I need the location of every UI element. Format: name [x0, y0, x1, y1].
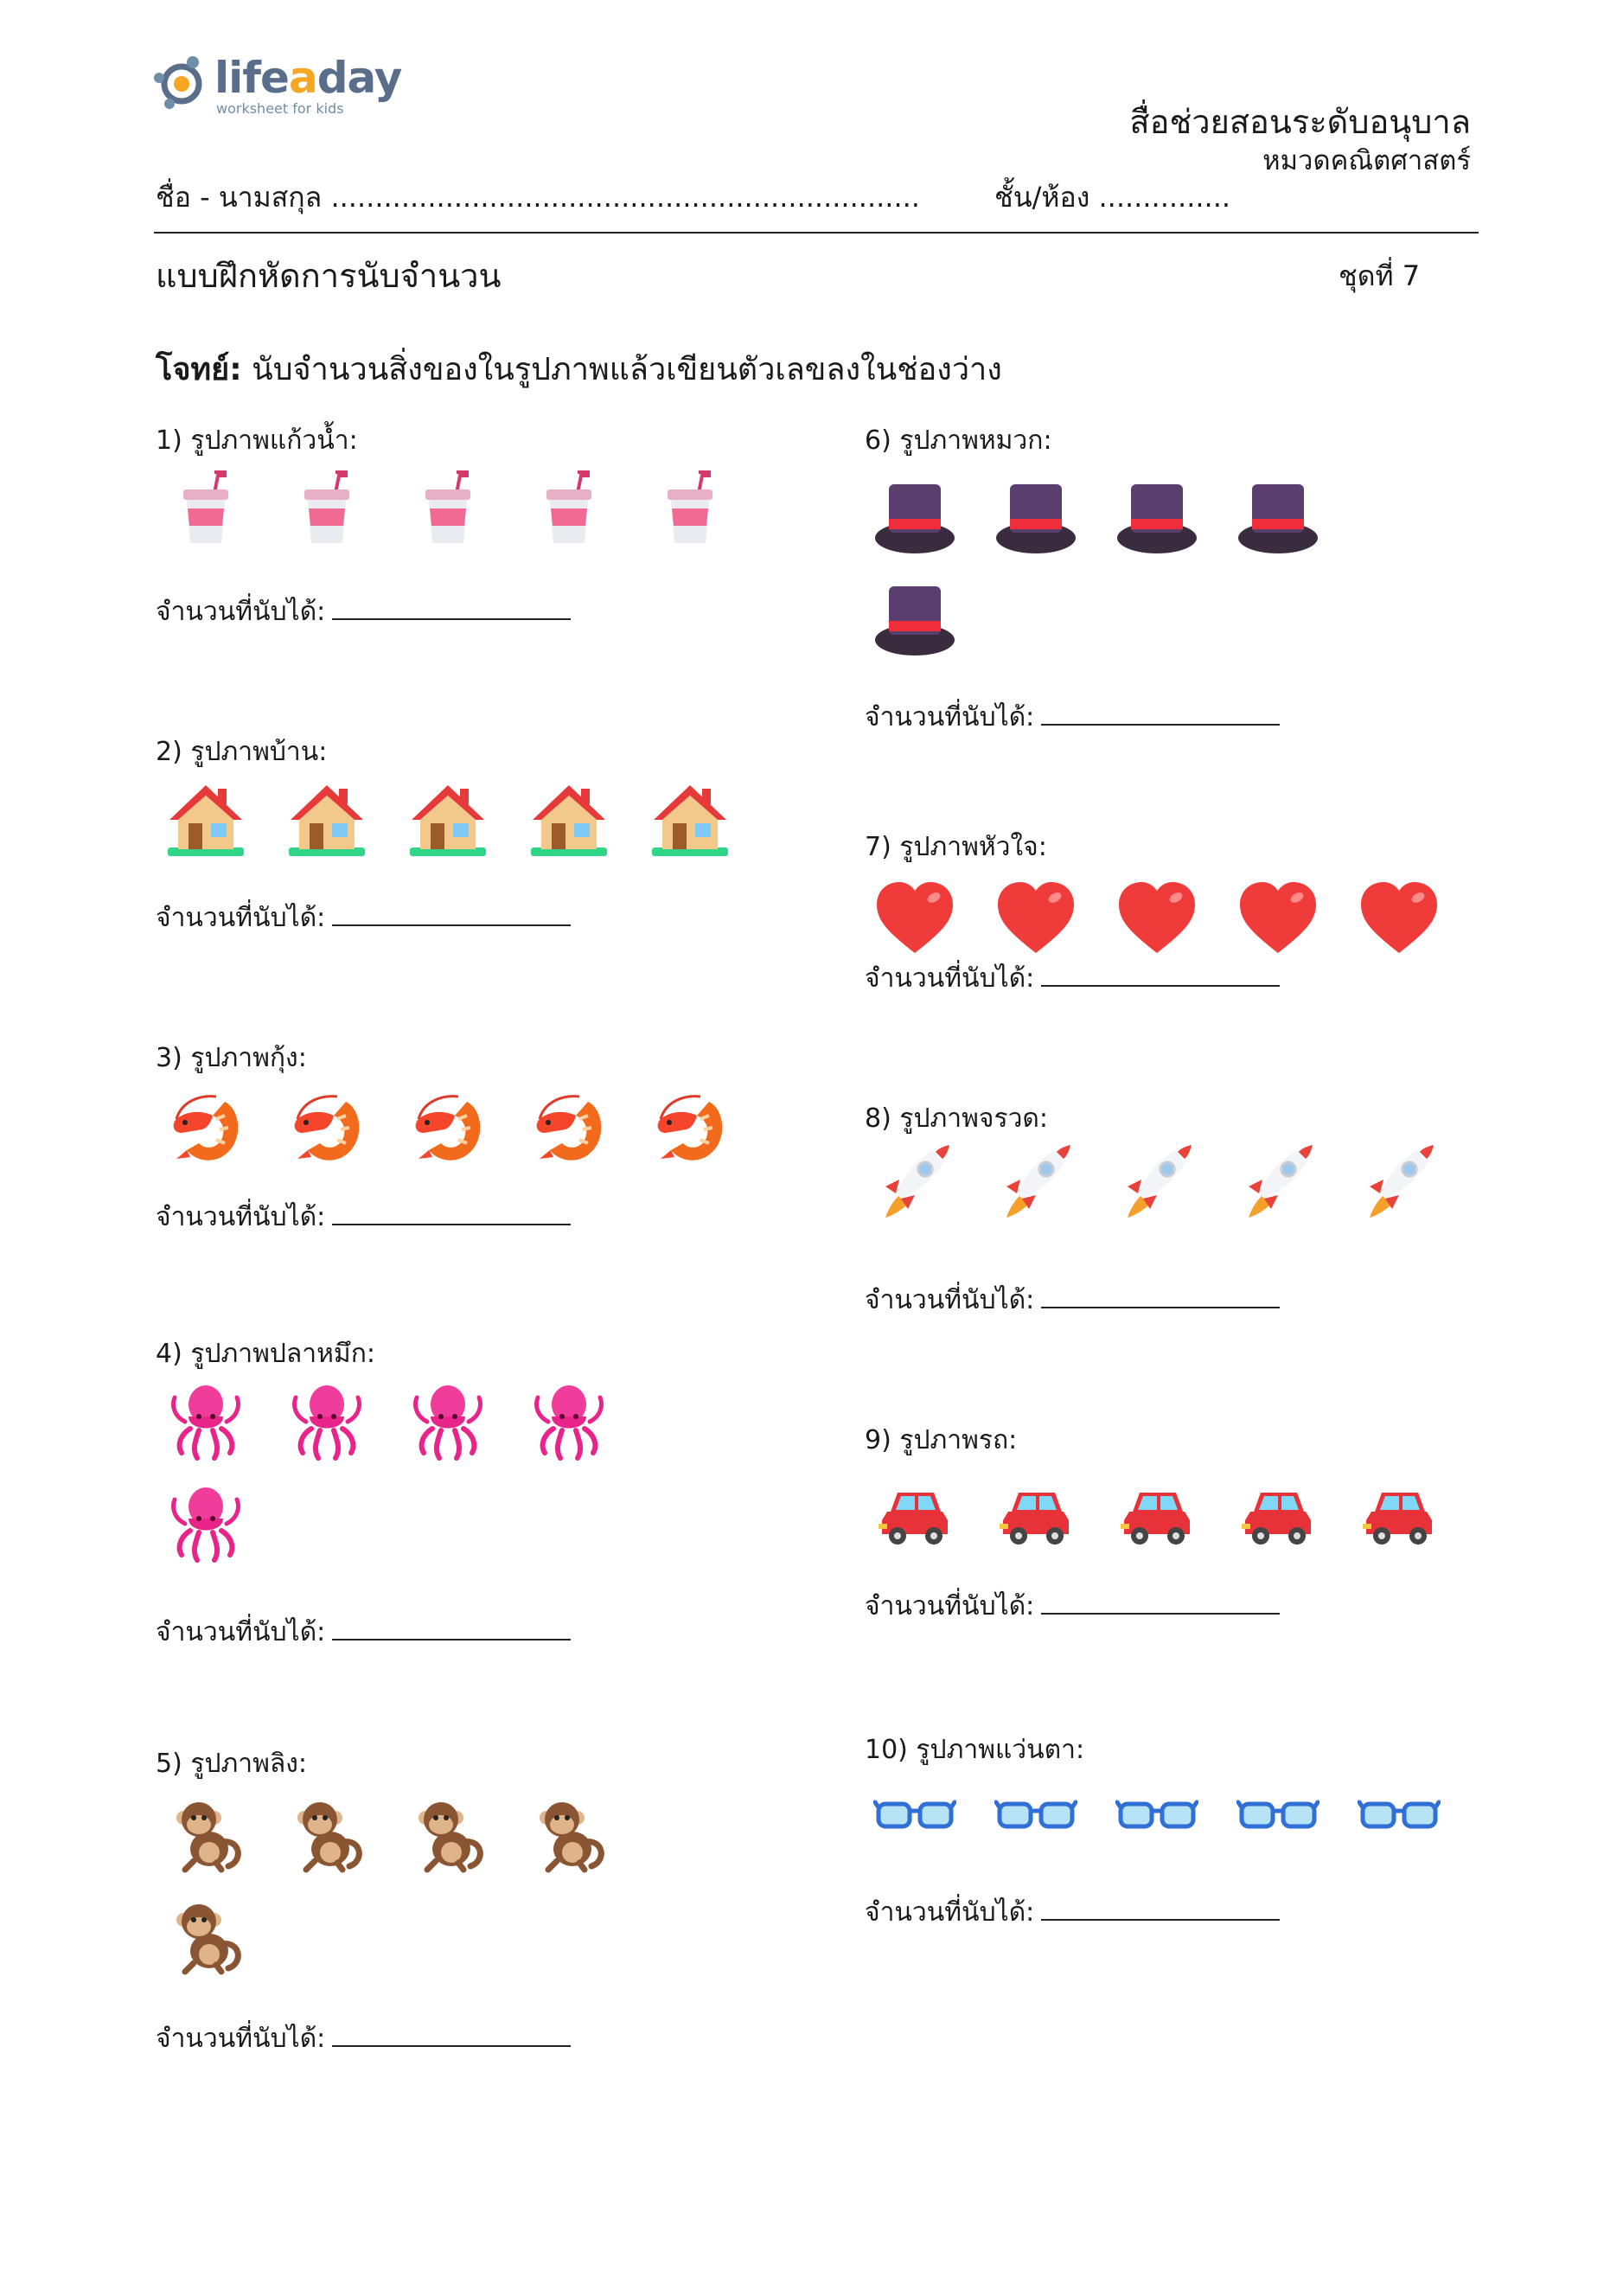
answer-label: จำนวนที่นับได้: — [865, 702, 1035, 732]
question-8-label: 8) รูปภาพจรวด: — [865, 1103, 1049, 1134]
header-subject-level: สื่อช่วยสอนระดับอนุบาล — [1129, 103, 1471, 141]
answer-blank[interactable] — [1041, 705, 1280, 726]
worksheet-title: แบบฝึกหัดการนับจำนวน — [156, 257, 502, 295]
answer-label: จำนวนที่นับได้: — [156, 2024, 326, 2054]
instruction-text: นับจำนวนสิ่งของในรูปภาพแล้วเขียนตัวเลขลงในช่องว่าง — [241, 352, 1002, 387]
question-9-answer — [865, 1586, 1280, 1627]
shrimp-icon — [285, 1084, 368, 1167]
question-6-label: 6) รูปภาพหมวก: — [865, 425, 1052, 456]
answer-blank[interactable] — [1041, 1594, 1280, 1615]
question-2-label: 2) รูปภาพบ้าน: — [156, 737, 328, 767]
logo-wordmark: lifeaday — [214, 53, 402, 103]
monkey-icon — [164, 1792, 247, 1875]
glasses-icon — [1358, 1775, 1441, 1858]
logo-mark-icon — [150, 52, 211, 112]
answer-blank[interactable] — [1041, 1288, 1280, 1308]
heart-icon — [1236, 877, 1319, 960]
shrimp-icon — [406, 1084, 489, 1167]
instruction-lead: โจทย์: — [156, 352, 242, 387]
heart-icon — [1358, 877, 1441, 960]
answer-label: จำนวนที่นับได้: — [156, 597, 326, 627]
rocket-icon — [1358, 1138, 1441, 1221]
squid-icon — [285, 1380, 368, 1463]
answer-blank[interactable] — [332, 905, 571, 926]
cup-icon — [649, 467, 732, 550]
rocket-icon — [994, 1138, 1077, 1221]
heart-icon — [994, 877, 1077, 960]
class-field: ชั้น/ห้อง ............... — [994, 181, 1231, 214]
question-10-answer — [865, 1892, 1280, 1933]
house-icon — [285, 778, 368, 861]
logo-tagline: worksheet for kids — [216, 100, 344, 117]
logo — [150, 50, 410, 128]
glasses-icon — [873, 1775, 956, 1858]
question-6-answer — [865, 697, 1280, 738]
question-3-label: 3) รูปภาพกุ้ง: — [156, 1043, 307, 1073]
answer-blank[interactable] — [332, 599, 571, 620]
answer-blank[interactable] — [332, 1205, 571, 1225]
glasses-icon — [1236, 1775, 1319, 1858]
question-5-answer — [156, 2018, 571, 2059]
answer-blank[interactable] — [332, 2026, 571, 2047]
cup-icon — [406, 467, 489, 550]
answer-label: จำนวนที่นับได้: — [865, 1897, 1035, 1928]
question-8-answer — [865, 1280, 1280, 1321]
question-1-label: 1) รูปภาพแก้วน้ำ: — [156, 425, 358, 456]
top-hat-icon — [1115, 476, 1198, 559]
question-7-answer — [865, 958, 1280, 999]
question-3-answer — [156, 1197, 571, 1238]
question-1-answer — [156, 592, 571, 632]
top-hat-icon — [994, 476, 1077, 559]
monkey-icon — [164, 1894, 247, 1977]
car-icon — [873, 1474, 956, 1557]
instruction — [156, 344, 1002, 393]
car-icon — [1236, 1474, 1319, 1557]
question-9-label: 9) รูปภาพรถ: — [865, 1425, 1018, 1455]
shrimp-icon — [164, 1084, 247, 1167]
rocket-icon — [873, 1138, 956, 1221]
name-field: ชื่อ - นามสกุล ................................................................... — [156, 181, 920, 214]
question-5-label: 5) รูปภาพลิง: — [156, 1749, 308, 1779]
top-hat-icon — [1236, 476, 1319, 559]
house-icon — [406, 778, 489, 861]
rocket-icon — [1236, 1138, 1319, 1221]
answer-label: จำนวนที่นับได้: — [156, 903, 326, 933]
answer-label: จำนวนที่นับได้: — [865, 963, 1035, 994]
header-subject-category: หมวดคณิตศาสตร์ — [1262, 145, 1471, 176]
squid-icon — [527, 1380, 610, 1463]
car-icon — [1358, 1474, 1441, 1557]
header-divider — [154, 232, 1479, 233]
glasses-icon — [994, 1775, 1077, 1858]
monkey-icon — [285, 1792, 368, 1875]
squid-icon — [406, 1380, 489, 1463]
top-hat-icon — [873, 578, 956, 661]
question-4-label: 4) รูปภาพปลาหมึก: — [156, 1339, 375, 1369]
answer-blank[interactable] — [332, 1620, 571, 1640]
question-10-label: 10) รูปภาพแว่นตา: — [865, 1735, 1085, 1765]
answer-label: จำนวนที่นับได้: — [865, 1591, 1035, 1621]
house-icon — [164, 778, 247, 861]
shrimp-icon — [649, 1084, 732, 1167]
question-2-answer — [156, 898, 571, 938]
answer-label: จำนวนที่นับได้: — [865, 1285, 1035, 1315]
rocket-icon — [1115, 1138, 1198, 1221]
question-7-label: 7) รูปภาพหัวใจ: — [865, 832, 1047, 862]
answer-blank[interactable] — [1041, 966, 1280, 987]
answer-label: จำนวนที่นับได้: — [156, 1617, 326, 1647]
answer-label: จำนวนที่นับได้: — [156, 1202, 326, 1232]
monkey-icon — [406, 1792, 489, 1875]
cup-icon — [285, 467, 368, 550]
squid-icon — [164, 1482, 247, 1565]
top-hat-icon — [873, 476, 956, 559]
squid-icon — [164, 1380, 247, 1463]
glasses-icon — [1115, 1775, 1198, 1858]
car-icon — [1115, 1474, 1198, 1557]
set-number: ชุดที่ 7 — [1339, 259, 1421, 292]
cup-icon — [527, 467, 610, 550]
heart-icon — [1115, 877, 1198, 960]
house-icon — [649, 778, 732, 861]
heart-icon — [873, 877, 956, 960]
question-4-answer — [156, 1612, 571, 1653]
house-icon — [527, 778, 610, 861]
cup-icon — [164, 467, 247, 550]
shrimp-icon — [527, 1084, 610, 1167]
monkey-icon — [527, 1792, 610, 1875]
answer-blank[interactable] — [1041, 1900, 1280, 1921]
car-icon — [994, 1474, 1077, 1557]
